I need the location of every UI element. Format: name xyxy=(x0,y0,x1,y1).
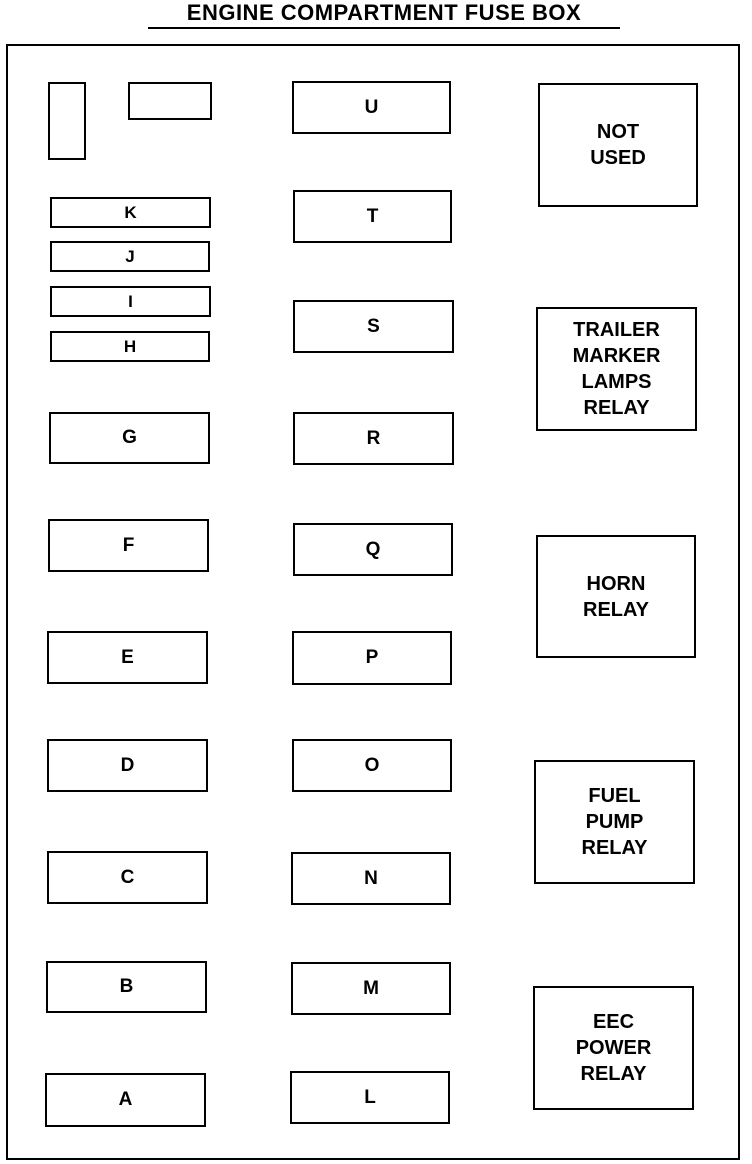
fuse-n: N xyxy=(291,852,451,905)
fuse-c: C xyxy=(47,851,208,904)
eec-power-relay: EEC POWER RELAY xyxy=(533,986,694,1110)
fuse-f: F xyxy=(48,519,209,572)
fuse-d: D xyxy=(47,739,208,792)
horn-relay: HORN RELAY xyxy=(536,535,696,658)
fuse-e: E xyxy=(47,631,208,684)
fuse-b: B xyxy=(46,961,207,1013)
trailer-marker-lamps-relay: TRAILER MARKER LAMPS RELAY xyxy=(536,307,697,431)
fuel-pump-relay: FUEL PUMP RELAY xyxy=(534,760,695,884)
relay-not-used: NOT USED xyxy=(538,83,698,207)
fuse-r: R xyxy=(293,412,454,465)
title-underline xyxy=(148,27,620,29)
fuse-s: S xyxy=(293,300,454,353)
fuse-h: H xyxy=(50,331,210,362)
unlabeled-slot-vertical xyxy=(48,82,86,160)
fuse-p: P xyxy=(292,631,452,685)
diagram-title: ENGINE COMPARTMENT FUSE BOX xyxy=(186,0,582,25)
fuse-a: A xyxy=(45,1073,206,1127)
fuse-q: Q xyxy=(293,523,453,576)
fuse-k: K xyxy=(50,197,211,228)
fuse-l: L xyxy=(290,1071,450,1124)
fuse-m: M xyxy=(291,962,451,1015)
unlabeled-slot-horizontal xyxy=(128,82,212,120)
fuse-u: U xyxy=(292,81,451,134)
fuse-i: I xyxy=(50,286,211,317)
fuse-t: T xyxy=(293,190,452,243)
fuse-o: O xyxy=(292,739,452,792)
fuse-g: G xyxy=(49,412,210,464)
fuse-j: J xyxy=(50,241,210,272)
